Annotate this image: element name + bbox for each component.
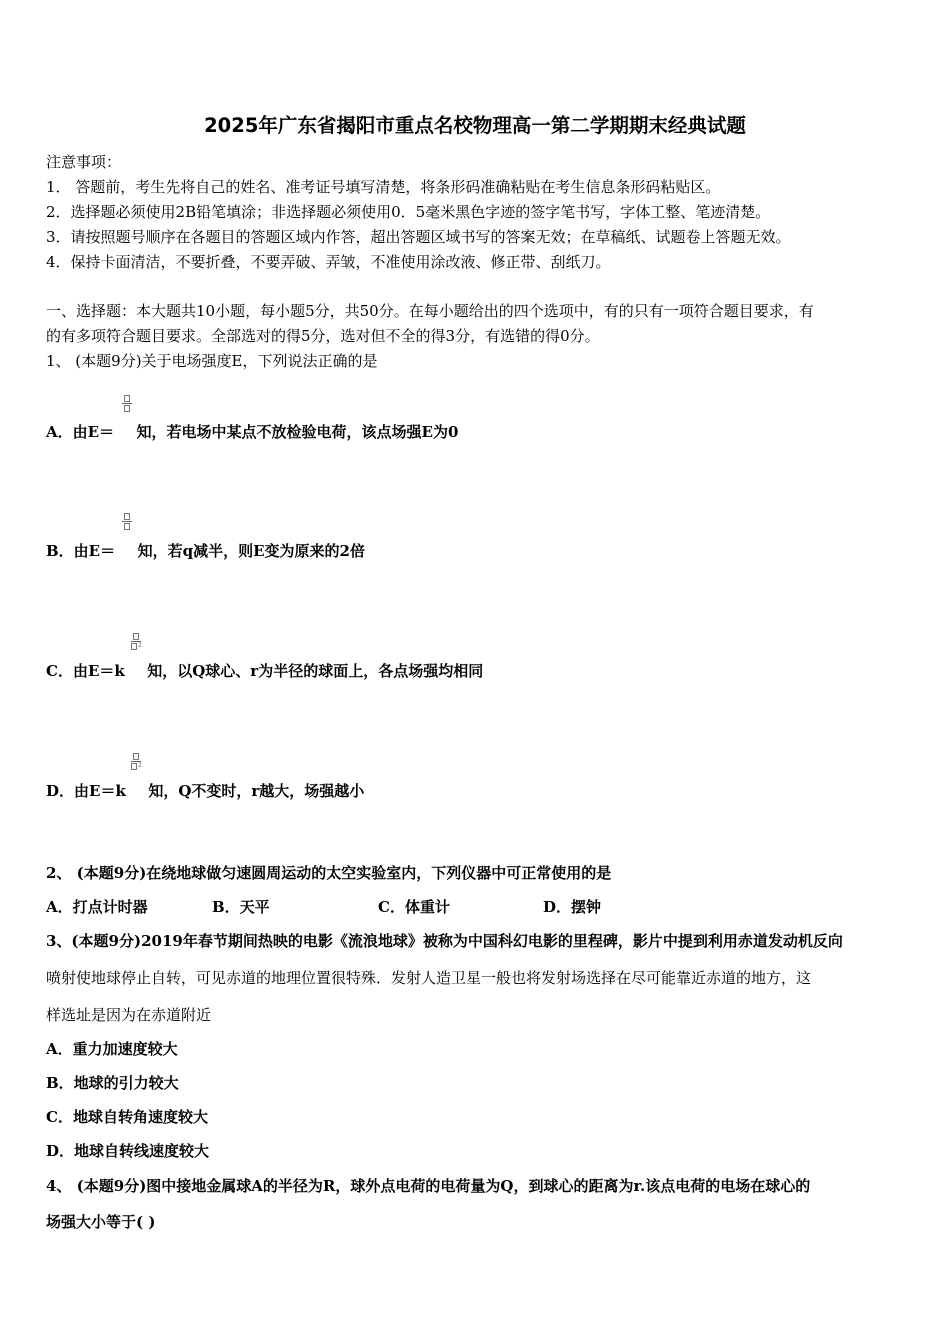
q4-stem-line1: 4、 (本题9分)图中接地金属球A的半径为R，球外点电荷的电荷量为Q，到球心的距离为r.该点电荷的电场在球心的 (46, 1177, 811, 1195)
fraction-q-over-r-squared-icon (131, 753, 142, 770)
fraction-f-over-q-icon (122, 513, 132, 530)
q1-option-a-prefix: A．由E＝ (46, 423, 115, 441)
q3-option-d[interactable]: D．地球自转线速度较大 (46, 1142, 210, 1160)
notice-item-1: 1． 答题前，考生先将自己的姓名、准考证号填写清楚，将条形码准确粘贴在考生信息条形码粘贴区。 (46, 178, 721, 196)
q1-option-d-text: 知，Q不变时，r越大，场强越小 (148, 782, 365, 800)
exponent-label: 2 (138, 762, 142, 769)
q1-option-a-text: 知，若电场中某点不放检验电荷，该点场强E为0 (136, 423, 459, 441)
q2-option-b[interactable]: B．天平 (212, 898, 270, 916)
q2-option-d[interactable]: D．摆钟 (543, 898, 602, 916)
q1-option-c[interactable] (46, 664, 483, 679)
q2-stem: 2、 (本题9分)在绕地球做匀速圆周运动的太空实验室内，下列仪器中可正常使用的是 (46, 864, 612, 882)
notice-item-4: 4．保持卡面清洁，不要折叠，不要弄破、弄皱，不准使用涂改液、修正带、刮纸刀。 (46, 253, 611, 271)
q3-stem-line3: 样选址是因为在赤道附近 (46, 1006, 212, 1024)
q1-option-d[interactable] (46, 784, 364, 799)
q3-option-b[interactable]: B．地球的引力较大 (46, 1074, 179, 1092)
q1-option-b-text: 知，若q减半，则E变为原来的2倍 (137, 542, 365, 560)
q1-option-b-prefix: B．由E＝ (46, 542, 116, 560)
exponent-label: 2 (138, 642, 142, 649)
q1-option-b[interactable] (46, 544, 365, 559)
notice-item-3: 3．请按照题号顺序在各题目的答题区域内作答，超出答题区域书写的答案无效；在草稿纸、试题卷上答题无效。 (46, 228, 791, 246)
fraction-f-over-q-icon (122, 395, 132, 412)
q1-option-a[interactable] (46, 425, 458, 440)
fraction-q-over-r-squared-icon (131, 633, 142, 650)
q3-stem-line1: 3、(本题9分)2019年春节期间热映的电影《流浪地球》被称为中国科幻电影的里程碑，影片中提到利用赤道发动机反向 (46, 932, 843, 950)
notice-item-2: 2．选择题必须使用2B铅笔填涂；非选择题必须使用0．5毫米黑色字迹的签字笔书写，字体工整、笔迹清楚。 (46, 203, 771, 221)
q1-option-c-prefix: C．由E＝k (46, 662, 125, 680)
notice-heading: 注意事项： (46, 153, 122, 171)
q3-option-c[interactable]: C．地球自转角速度较大 (46, 1108, 208, 1126)
q4-stem-line2: 场强大小等于( ) (46, 1213, 156, 1231)
q1-option-c-text: 知，以Q球心、r为半径的球面上，各点场强均相同 (147, 662, 484, 680)
q1-stem: 1、 (本题9分)关于电场强度E，下列说法正确的是 (46, 352, 378, 370)
page-title: 2025年广东省揭阳市重点名校物理高一第二学期期末经典试题 (204, 114, 746, 137)
section-instructions-line1: 一、选择题：本大题共10小题，每小题5分，共50分。在每小题给出的四个选项中，有的只有一项符合题目要求，有 (46, 302, 814, 320)
q2-option-c[interactable]: C．体重计 (378, 898, 450, 916)
q2-option-a[interactable]: A．打点计时器 (46, 898, 148, 916)
q3-option-a[interactable]: A．重力加速度较大 (46, 1040, 178, 1058)
q1-option-d-prefix: D．由E＝k (46, 782, 126, 800)
section-instructions-line2: 的有多项符合题目要求。全部选对的得5分，选对但不全的得3分，有选错的得0分。 (46, 327, 600, 345)
q3-stem-line2: 喷射使地球停止自转，可见赤道的地理位置很特殊．发射人造卫星一般也将发射场选择在尽可能靠近赤道的地方，这 (46, 969, 812, 987)
